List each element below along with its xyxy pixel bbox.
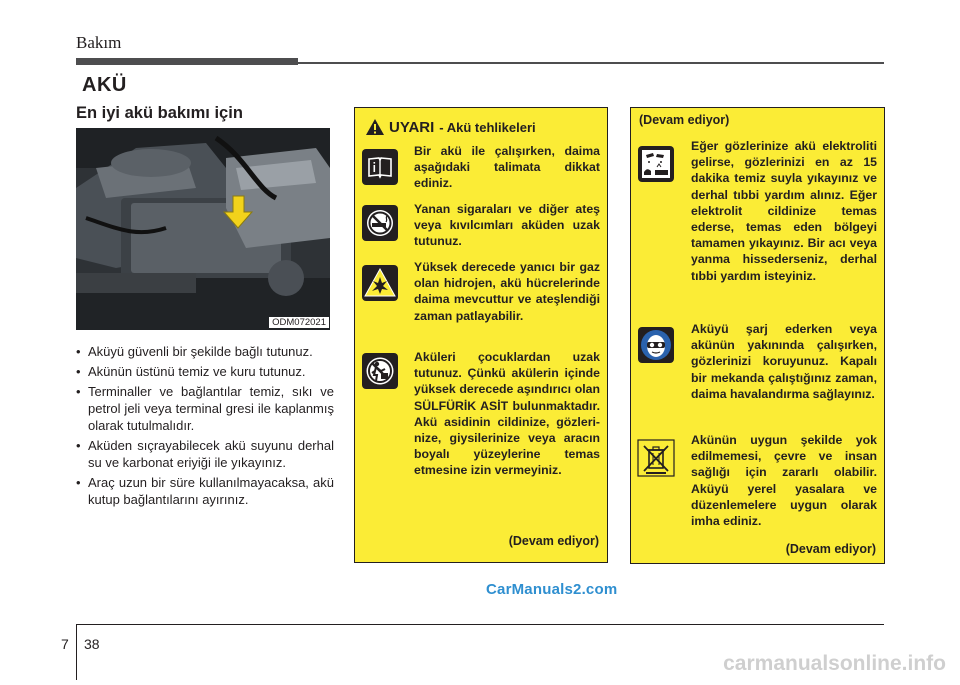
- warning-box-battery-hazards: [354, 107, 608, 563]
- footer-divider: [76, 624, 77, 680]
- maintenance-bullet-list: [76, 343, 334, 511]
- warning-heading: [365, 118, 536, 136]
- warning-item-text: Aküleri çocuklardan uzak tutunuz. Çünkü akülerin içinde yüksek derecede aşındırıcı olan SÜLFÜRİK ASİT bulunmaktadır. Akü asidinin cildinize, gözleri-nize, giysilerinize veya aracın boyalı yüzeylerine temas etmesine izin vermeyiniz.: [414, 350, 600, 478]
- warning-item-text: Aküyü şarj ederken veya akünün yakınında çalışırken, gözlerinizi koruyunuz. Kapalı bir mekanda çalıştığınız zaman, daima havalandırma sağlayınız.: [691, 322, 877, 401]
- warning-subtitle: - Akü tehlikeleri: [439, 119, 536, 135]
- eye-protection-icon: [637, 326, 675, 364]
- warning-item-text: Eğer gözlerinize akü elektroliti gelirse, gözlerinizi en az 15 dakika temiz suyla yıkayınız ve derhal tıbbi yardım alınız. Eğer elektrolit cildinize temas ederse, temas eden bölgeyi tamamen yıkayınız. Bir acı veya yanma hissederseniz, derhal tıbbi yardım isteyiniz.: [691, 139, 877, 283]
- no-trash-disposal-icon: [637, 439, 675, 477]
- warning-triangle-icon: [365, 118, 385, 136]
- corrosive-acid-icon: [637, 145, 675, 183]
- header-rule-thin: [298, 62, 884, 64]
- section-title: AKÜ: [82, 74, 127, 96]
- watermark-link[interactable]: CarManuals2.com: [486, 581, 618, 598]
- warning-item-text: Akünün uygun şekilde yok edilmemesi, çevre ve insan sağlığı için zararlı olabilir. Aküyü yerel yasalara ve düzenlemelere uygun olarak imha ediniz.: [691, 433, 877, 529]
- engine-bay-photo: [76, 128, 330, 330]
- manual-book-icon: [361, 148, 399, 186]
- page-number: 38: [84, 636, 100, 652]
- header-rule-thick: [76, 58, 298, 65]
- battery-photo-illustration: [76, 128, 330, 330]
- warning-word: UYARI: [389, 118, 435, 136]
- bullet-item: • Terminaller ve bağlantılar temiz, sıkı ve petrol jeli veya terminal gresi ile kaplanmış olarak tutulmalıdır.: [76, 383, 334, 434]
- chapter-number: 7: [61, 636, 69, 652]
- continued-heading: (Devam ediyor): [639, 113, 730, 127]
- warning-item-text: Yüksek derecede yanıcı bir gaz olan hidrojen, akü hücrelerinde daima mevcuttur ve ateşlendiği zaman patlayabilir.: [414, 260, 600, 323]
- bullet-item: • Akünün üstünü temiz ve kuru tutunuz.: [76, 363, 334, 380]
- footer-rule: [76, 624, 884, 625]
- explosion-warning-icon: [361, 264, 399, 302]
- bullet-item: • Aküden sıçrayabilecek akü suyunu derhal su ve karbonat eriyiği ile yıkayınız.: [76, 437, 334, 471]
- continued-note: (Devam ediyor): [508, 534, 599, 548]
- warning-item-text: Yanan sigaraları ve diğer ateş veya kıvılcımları aküden uzak tutunuz.: [414, 202, 600, 249]
- keep-away-children-icon: [361, 352, 399, 390]
- continued-note: (Devam ediyor): [785, 542, 876, 556]
- bullet-item: • Aküyü güvenli bir şekilde bağlı tutunuz.: [76, 343, 334, 360]
- warning-item-text: Bir akü ile çalışırken, daima aşağıdaki talimata dikkat ediniz.: [414, 144, 600, 191]
- site-watermark[interactable]: carmanualsonline.info: [723, 652, 946, 675]
- subheading: En iyi akü bakımı için: [76, 104, 243, 122]
- header-title: Bakım: [76, 33, 122, 52]
- photo-caption: ODM072021: [269, 317, 329, 328]
- bullet-item: • Araç uzun bir süre kullanılmayacaksa, akü kutup bağlantılarını ayırınız.: [76, 474, 334, 508]
- warning-box-continued: [630, 107, 885, 564]
- no-smoking-icon: [361, 204, 399, 242]
